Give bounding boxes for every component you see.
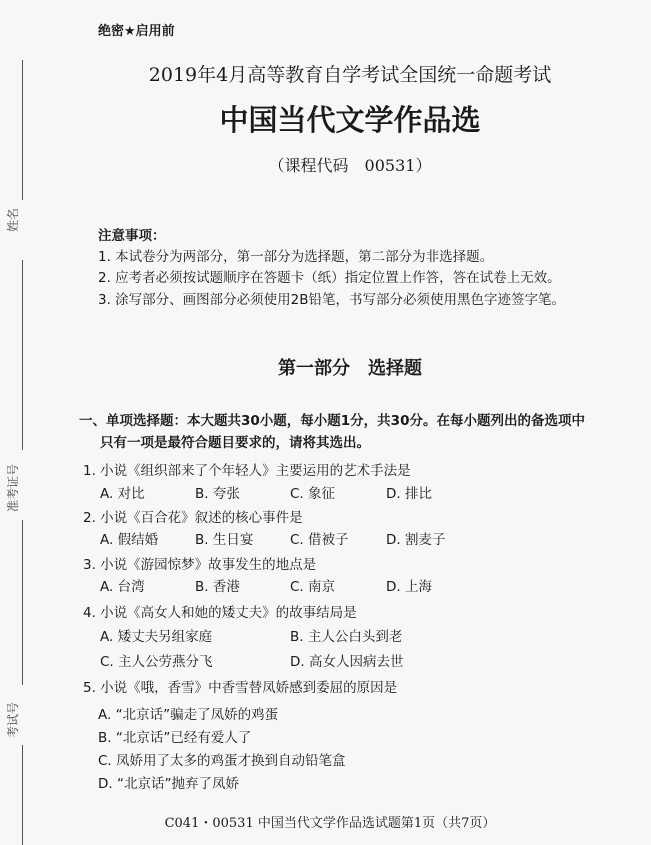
option: C. 南京 (290, 579, 336, 595)
margin-line (22, 520, 23, 685)
margin-label-ticket: 准考证号 (6, 463, 20, 512)
exam-title: 2019年4月高等教育自学考试全国统一命题考试 (148, 64, 552, 86)
option: D. 割麦子 (386, 532, 446, 548)
course-code: （课程代码 00531） (268, 156, 432, 175)
section-instructions: 一、单项选择题：本大题共30小题，每小题1分，共30分。在每小题列出的备选项中 (79, 413, 585, 429)
option: B. “北京话”已经有爱人了 (98, 730, 252, 746)
option: D. “北京话”抛弃了凤娇 (98, 776, 239, 792)
option: A. “北京话”骗走了凤娇的鸡蛋 (98, 707, 279, 723)
confidential-label: 绝密★启用前 (98, 24, 175, 39)
option: A. 对比 (100, 486, 145, 502)
option: A. 台湾 (100, 579, 145, 595)
option: C. 凤娇用了太多的鸡蛋才换到自动铅笔盒 (98, 753, 346, 769)
note-item: 3. 涂写部分、画图部分必须使用2B铅笔，书写部分必须使用黑色字迹签字笔。 (98, 292, 566, 308)
question-stem: 5. 小说《哦，香雪》中香雪替凤娇感到委屈的原因是 (83, 680, 398, 696)
option: B. 主人公白头到老 (290, 629, 403, 645)
option: C. 象征 (290, 486, 336, 502)
option: C. 借被子 (290, 532, 349, 548)
option: C. 主人公劳燕分飞 (100, 654, 213, 670)
option: B. 香港 (195, 579, 240, 595)
option: D. 高女人因病去世 (290, 654, 404, 670)
question-stem: 3. 小说《游园惊梦》故事发生的地点是 (83, 557, 317, 573)
note-item: 1. 本试卷分为两部分，第一部分为选择题，第二部分为非选择题。 (98, 249, 494, 265)
page-footer: C041・00531 中国当代文学作品选试题第1页（共7页） (164, 816, 496, 831)
option: B. 生日宴 (195, 532, 254, 548)
course-title: 中国当代文学作品选 (219, 103, 481, 137)
part-title: 第一部分 选择题 (278, 358, 422, 379)
option: A. 矮丈夫另组家庭 (100, 629, 213, 645)
section-instructions: 只有一项是最符合题目要求的，请将其选出。 (100, 435, 370, 451)
question-stem: 4. 小说《高女人和她的矮丈夫》的故事结局是 (83, 605, 357, 621)
option: D. 上海 (386, 579, 432, 595)
option: B. 夸张 (195, 486, 240, 502)
option: D. 排比 (386, 486, 432, 502)
notes-heading: 注意事项： (98, 228, 166, 244)
note-item: 2. 应考者必须按试题顺序在答题卡（纸）指定位置上作答，答在试卷上无效。 (98, 270, 561, 286)
margin-label-name: 姓名 (6, 207, 20, 232)
question-stem: 1. 小说《组织部来了个年轻人》主要运用的艺术手法是 (83, 463, 411, 479)
question-stem: 2. 小说《百合花》叙述的核心事件是 (83, 510, 303, 526)
option: A. 假结婚 (100, 532, 159, 548)
margin-label-exam-no: 考试号 (6, 701, 20, 738)
